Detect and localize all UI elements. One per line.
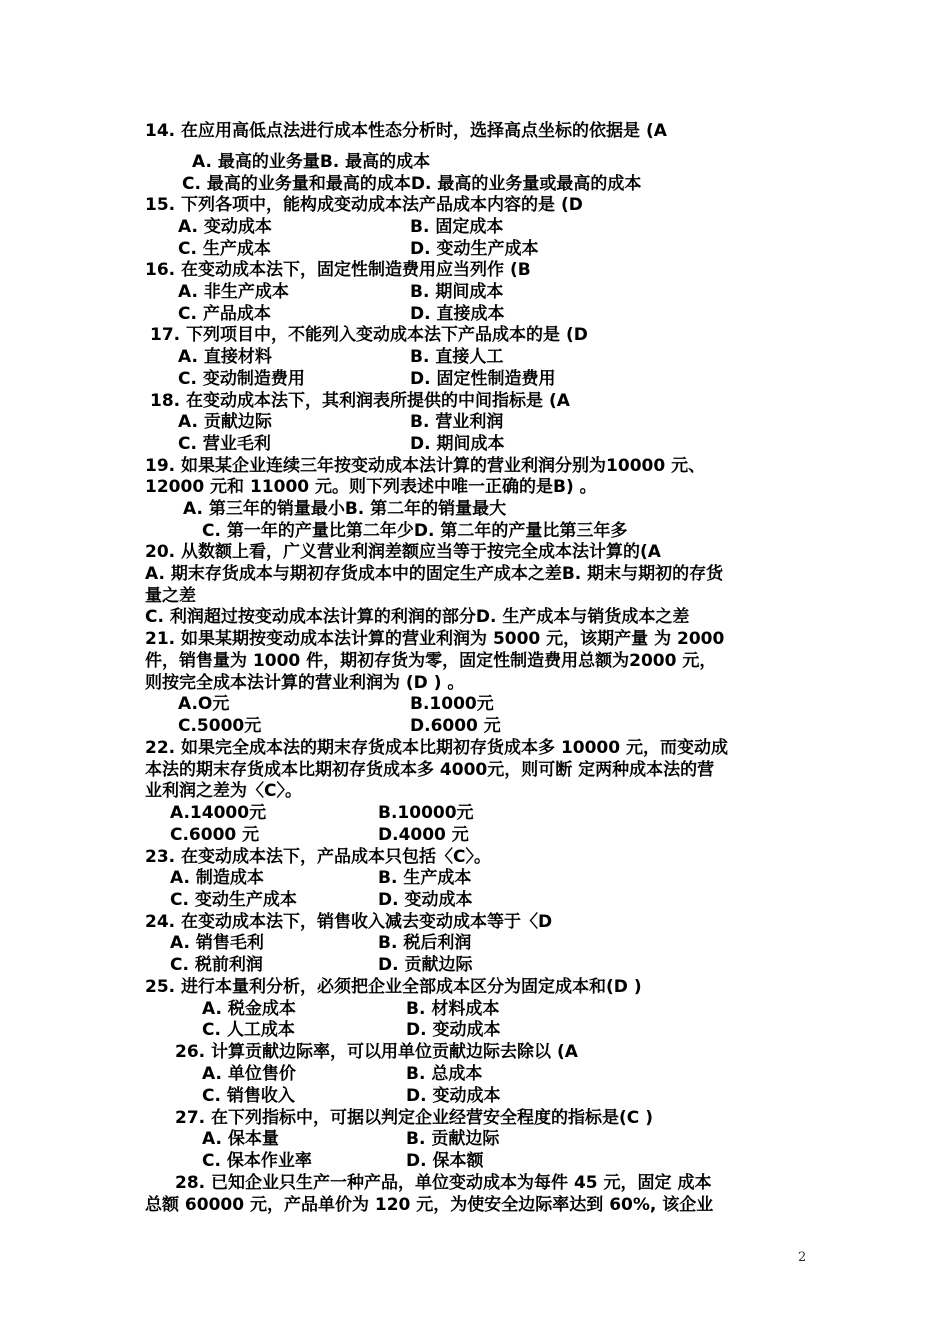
option-text: C. 变动生产成本 <box>170 890 297 910</box>
option-text: C. 税前利润 <box>170 955 263 975</box>
question-line: A. 第三年的销量最小B. 第二年的销量最大 <box>183 499 507 519</box>
option-text: A.O元 <box>178 694 230 714</box>
option-text: B. 材料成本 <box>406 999 500 1019</box>
option-text: A. 税金成本 <box>202 999 296 1019</box>
option-text: A. 贡献边际 <box>178 412 272 432</box>
question-line: 本法的期末存货成本比期初存货成本多 4000元，则可断 定两种成本法的营 <box>145 760 715 780</box>
question-line: C. 最高的业务量和最高的成本D. 最高的业务量或最高的成本 <box>182 174 642 194</box>
question-line: 21. 如果某期按变动成本法计算的营业利润为 5000 元，该期产量 为 2000 <box>145 629 725 649</box>
question-line: 26. 计算贡献边际率，可以用单位贡献边际去除以 (A <box>175 1042 578 1062</box>
option-text: D.6000 元 <box>410 716 501 736</box>
option-text: D. 固定性制造费用 <box>410 369 556 389</box>
question-line: 14. 在应用高低点法进行成本性态分析时，选择高点坐标的依据是 (A <box>145 121 667 141</box>
option-text: D. 变动生产成本 <box>410 239 539 259</box>
option-text: A. 制造成本 <box>170 868 264 888</box>
option-text: C. 营业毛利 <box>178 434 271 454</box>
option-text: B. 固定成本 <box>410 217 504 237</box>
option-text: B. 营业利润 <box>410 412 504 432</box>
question-line: 18. 在变动成本法下，其利润表所提供的中间指标是 (A <box>150 391 570 411</box>
page-number: 2 <box>798 1250 807 1265</box>
option-text: B. 生产成本 <box>378 868 472 888</box>
option-text: A. 单位售价 <box>202 1064 296 1084</box>
option-text: C. 人工成本 <box>202 1020 295 1040</box>
option-text: B.10000元 <box>378 803 474 823</box>
option-text: A. 非生产成本 <box>178 282 289 302</box>
question-line: 20. 从数额上看，广义营业利润差额应当等于按完全成本法计算的(A <box>145 542 661 562</box>
question-line: 件，销售量为 1000 件，期初存货为零，固定性制造费用总额为2000 元， <box>145 651 717 671</box>
option-text: C. 销售收入 <box>202 1086 295 1106</box>
option-text: C. 变动制造费用 <box>178 369 305 389</box>
question-line: 28. 已知企业只生产一种产品，单位变动成本为每件 45 元，固定 成本 <box>175 1173 712 1193</box>
question-line: 总额 60000 元，产品单价为 120 元，为使安全边际率达到 60%, 该企业 <box>145 1195 714 1215</box>
option-text: A. 变动成本 <box>178 217 272 237</box>
question-line: 业利润之差为〈C〉。 <box>145 781 302 801</box>
option-text: D. 变动成本 <box>378 890 473 910</box>
option-text: C. 生产成本 <box>178 239 271 259</box>
option-text: A.14000元 <box>170 803 267 823</box>
option-text: D.4000 元 <box>378 825 469 845</box>
option-text: C.6000 元 <box>170 825 260 845</box>
question-line: 22. 如果完全成本法的期末存货成本比期初存货成本多 10000 元，而变动成 <box>145 738 729 758</box>
option-text: B. 期间成本 <box>410 282 504 302</box>
option-text: C. 保本作业率 <box>202 1151 312 1171</box>
question-line: 15. 下列各项中，能构成变动成本法产品成本内容的是 (D <box>145 195 583 215</box>
question-line: 19. 如果某企业连续三年按变动成本法计算的营业利润分别为10000 元、 <box>145 456 706 476</box>
option-text: D. 保本额 <box>406 1151 484 1171</box>
question-line: 25. 进行本量利分析，必须把企业全部成本区分为固定成本和(D ) <box>145 977 642 997</box>
question-line: C. 利润超过按变动成本法计算的利润的部分D. 生产成本与销货成本之差 <box>145 607 690 627</box>
question-line: A. 最高的业务量B. 最高的成本 <box>192 152 431 172</box>
option-text: C. 产品成本 <box>178 304 271 324</box>
option-text: B. 直接人工 <box>410 347 504 367</box>
question-line: 16. 在变动成本法下，固定性制造费用应当列作 (B <box>145 260 531 280</box>
option-text: D. 贡献边际 <box>378 955 473 975</box>
option-text: B. 税后利润 <box>378 933 472 953</box>
question-line: 17. 下列项目中，不能列入变动成本法下产品成本的是 (D <box>150 325 588 345</box>
option-text: D. 变动成本 <box>406 1020 501 1040</box>
question-line: 23. 在变动成本法下，产品成本只包括〈C〉。 <box>145 847 492 867</box>
option-text: B.1000元 <box>410 694 494 714</box>
question-line: 量之差 <box>145 586 196 606</box>
question-line: C. 第一年的产量比第二年少D. 第二年的产量比第三年多 <box>202 521 628 541</box>
option-text: D. 直接成本 <box>410 304 505 324</box>
question-line: 12000 元和 11000 元。则下列表述中唯一正确的是B) 。 <box>145 477 597 497</box>
question-line: 则按完全成本法计算的营业利润为 (D ) 。 <box>145 673 465 693</box>
question-line: A. 期末存货成本与期初存货成本中的固定生产成本之差B. 期末与期初的存货 <box>145 564 724 584</box>
option-text: C.5000元 <box>178 716 262 736</box>
question-line: 27. 在下列指标中，可据以判定企业经营安全程度的指标是(C ) <box>175 1108 653 1128</box>
question-line: 24. 在变动成本法下，销售收入减去变动成本等于〈D <box>145 912 553 932</box>
option-text: A. 直接材料 <box>178 347 272 367</box>
option-text: A. 销售毛利 <box>170 933 264 953</box>
option-text: B. 总成本 <box>406 1064 483 1084</box>
option-text: B. 贡献边际 <box>406 1129 500 1149</box>
option-text: D. 变动成本 <box>406 1086 501 1106</box>
option-text: A. 保本量 <box>202 1129 279 1149</box>
option-text: D. 期间成本 <box>410 434 505 454</box>
